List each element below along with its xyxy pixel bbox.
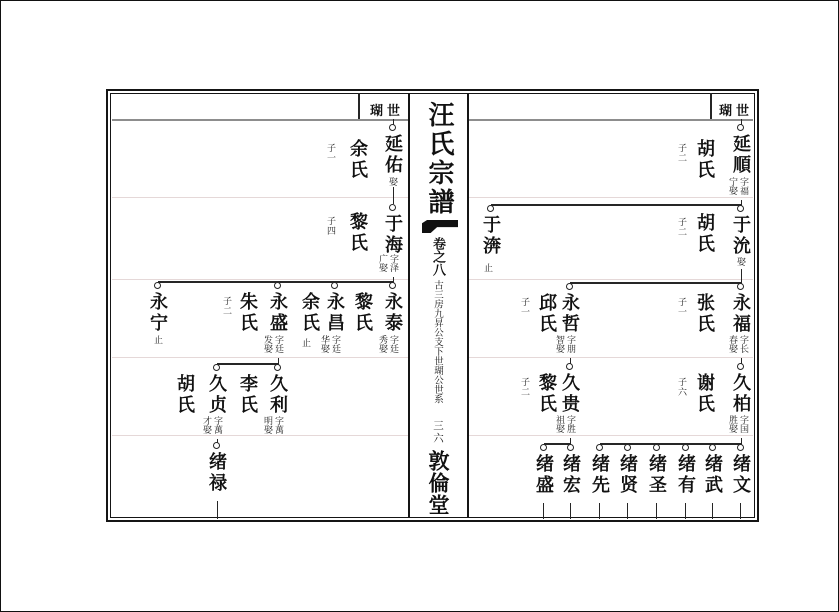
sons-count: 子六 xyxy=(677,377,687,397)
person-name: 绪文 xyxy=(731,454,751,496)
person-note: 字长春娶 xyxy=(728,335,749,353)
row-separator xyxy=(112,197,408,198)
generation-label: 瑚世 xyxy=(370,103,405,118)
node-circle xyxy=(274,282,281,289)
person-name: 永哲 xyxy=(560,293,580,335)
generation-box-border xyxy=(710,93,712,119)
person-name: 绪先 xyxy=(590,454,610,496)
node-circle xyxy=(389,204,396,211)
node-circle xyxy=(154,282,161,289)
sons-count: 子二 xyxy=(677,217,687,237)
spouse-name: 黎氏 xyxy=(348,212,368,254)
person-name: 永宁 xyxy=(148,292,168,334)
continuation-line xyxy=(740,503,742,519)
spouse-name: 李氏 xyxy=(238,374,258,416)
person-name: 永盛 xyxy=(268,292,288,334)
person-note: 止 xyxy=(483,263,493,273)
spouse-name: 胡氏 xyxy=(695,139,715,181)
person-name: 永泰 xyxy=(383,292,403,334)
spouse-name: 余氏 xyxy=(300,292,320,334)
sons-count: 子四 xyxy=(326,216,336,236)
generation-box-border xyxy=(358,93,360,119)
node-circle xyxy=(624,444,631,451)
row-separator xyxy=(469,435,753,436)
person-name: 永福 xyxy=(731,293,751,335)
continuation-line xyxy=(543,503,545,519)
continuation-line xyxy=(627,503,629,519)
continuation-line xyxy=(217,501,219,519)
sons-count: 子二 xyxy=(520,377,530,397)
person-note: 字萬明娶 xyxy=(263,416,284,434)
continuation-line xyxy=(599,503,601,519)
node-circle xyxy=(213,442,220,449)
spouse-name: 邱氏 xyxy=(537,293,557,335)
spouse-name: 张氏 xyxy=(695,293,715,335)
spouse-name: 朱氏 xyxy=(238,292,258,334)
continuation-line xyxy=(685,503,687,519)
spine-right-rule xyxy=(467,93,469,517)
node-circle xyxy=(596,444,603,451)
sibling-connector xyxy=(570,282,742,284)
person-name: 久柏 xyxy=(731,373,751,415)
spouse-name: 胡氏 xyxy=(695,213,715,255)
node-circle xyxy=(737,444,744,451)
node-circle xyxy=(487,205,494,212)
person-note: 字胜祖娶 xyxy=(555,415,576,433)
sons-count: 子一 xyxy=(677,297,687,317)
person-name: 久贞 xyxy=(207,374,227,416)
person-note: 字廷发娶 xyxy=(263,335,284,353)
page-number: 三六 xyxy=(432,420,443,445)
sibling-connector xyxy=(600,443,742,445)
book-title: 汪氏宗譜 xyxy=(425,101,454,217)
person-note: 字福宁娶 xyxy=(728,177,749,195)
lineage-subtitle: 古三房九昇公支下世瑚公世系 xyxy=(432,280,442,404)
spouse-note: 止 xyxy=(301,338,311,348)
row-separator xyxy=(469,357,753,358)
person-note: 字萬才娶 xyxy=(202,416,223,434)
spouse-name: 黎氏 xyxy=(353,292,373,334)
person-name: 延順 xyxy=(731,134,751,176)
person-name: 于沇 xyxy=(731,215,751,257)
tree-line xyxy=(741,269,743,283)
person-note: 字廷华娶 xyxy=(320,335,341,353)
person-name: 绪贤 xyxy=(618,454,638,496)
node-circle xyxy=(682,444,689,451)
person-name: 久利 xyxy=(268,374,288,416)
sons-count: 子一 xyxy=(326,143,336,163)
person-note: 止 xyxy=(153,335,163,345)
sons-count: 子二 xyxy=(677,143,687,163)
node-circle xyxy=(737,283,744,290)
spouse-name: 余氏 xyxy=(348,139,368,181)
tree-line xyxy=(393,187,395,204)
row-separator xyxy=(469,197,753,198)
sibling-connector xyxy=(491,204,742,206)
node-circle xyxy=(737,205,744,212)
person-name: 绪禄 xyxy=(207,452,227,494)
node-circle xyxy=(274,364,281,371)
row-separator xyxy=(112,357,408,358)
person-name: 于海 xyxy=(383,214,403,256)
row-separator xyxy=(112,279,408,280)
person-note: 字朋智娶 xyxy=(555,335,576,353)
node-circle xyxy=(653,444,660,451)
person-note: 娶 xyxy=(388,177,398,187)
sibling-connector xyxy=(217,363,279,365)
row-separator xyxy=(469,279,753,280)
spine-left-rule xyxy=(408,93,410,517)
person-name: 于渀 xyxy=(481,215,501,257)
node-circle xyxy=(709,444,716,451)
node-circle xyxy=(331,282,338,289)
person-name: 绪盛 xyxy=(534,454,554,496)
continuation-line xyxy=(570,503,572,519)
node-circle xyxy=(567,444,574,451)
person-note: 字国胜娶 xyxy=(728,415,749,433)
right-header-line xyxy=(469,119,753,121)
spouse-name: 黎氏 xyxy=(537,373,557,415)
person-name: 绪宏 xyxy=(561,454,581,496)
sons-count: 子二 xyxy=(222,296,232,316)
left-header-line xyxy=(112,119,408,121)
node-circle xyxy=(566,283,573,290)
person-name: 绪武 xyxy=(703,454,723,496)
sons-count: 子一 xyxy=(520,297,530,317)
volume-label: 卷之八 xyxy=(431,237,446,276)
node-circle xyxy=(737,363,744,370)
person-note: 字泽广娶 xyxy=(378,254,399,272)
person-name: 永昌 xyxy=(325,292,345,334)
row-separator xyxy=(112,435,408,436)
person-note: 娶 xyxy=(736,257,746,267)
hall-name: 敦倫堂 xyxy=(426,450,450,516)
continuation-line xyxy=(656,503,658,519)
person-note: 字廷秀娶 xyxy=(378,335,399,353)
person-name: 延佑 xyxy=(383,134,403,176)
node-circle xyxy=(389,282,396,289)
spouse-name: 谢氏 xyxy=(695,373,715,415)
node-circle xyxy=(540,444,547,451)
person-name: 绪有 xyxy=(676,454,696,496)
node-circle xyxy=(213,364,220,371)
person-name: 久贵 xyxy=(560,373,580,415)
spouse-name: 胡氏 xyxy=(175,374,195,416)
person-name: 绪圣 xyxy=(647,454,667,496)
continuation-line xyxy=(712,503,714,519)
generation-label: 瑚世 xyxy=(719,103,754,118)
node-circle xyxy=(389,124,396,131)
node-circle xyxy=(737,124,744,131)
node-circle xyxy=(566,363,573,370)
